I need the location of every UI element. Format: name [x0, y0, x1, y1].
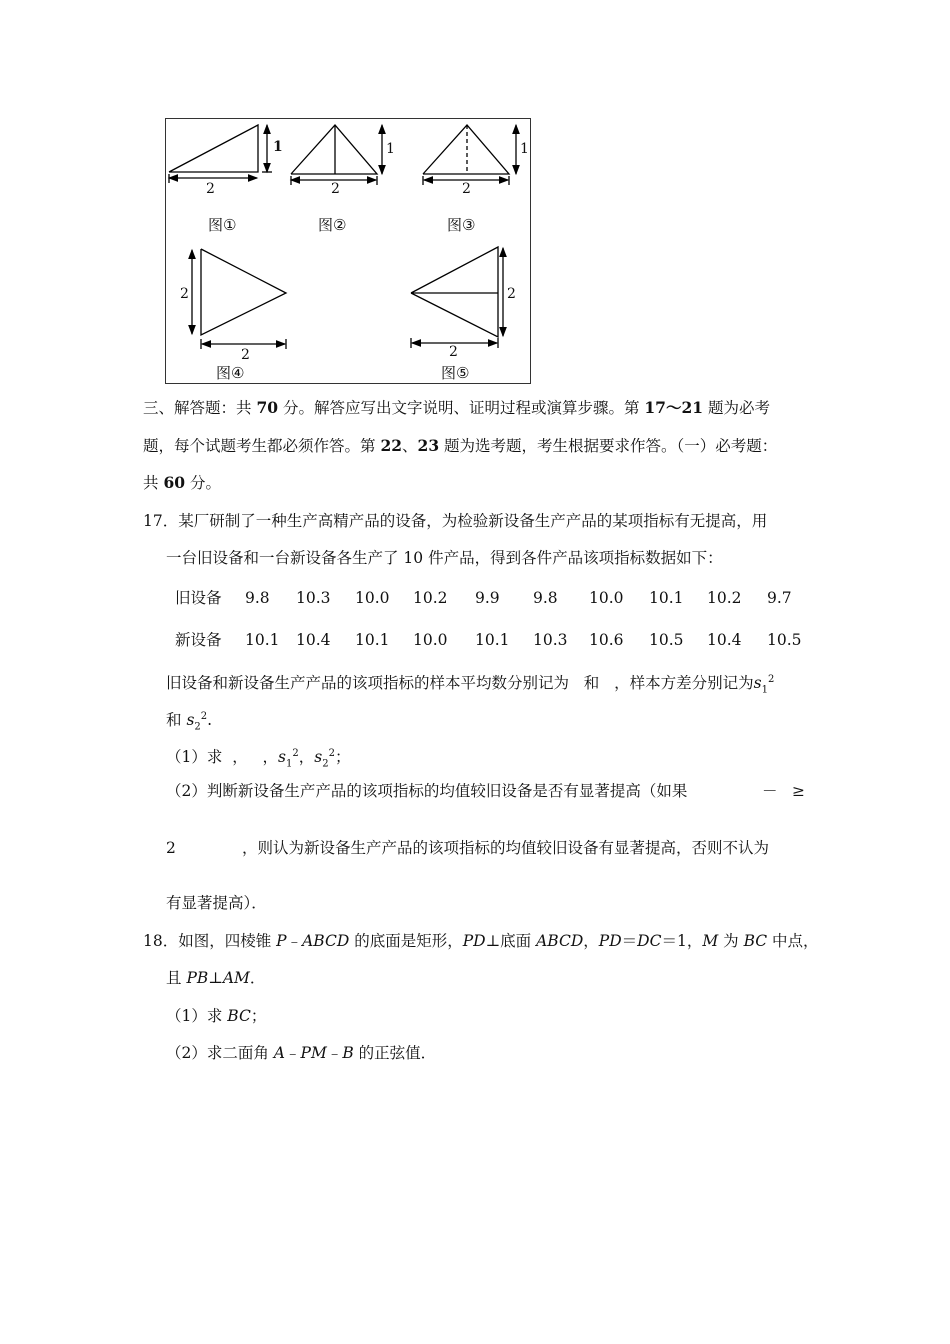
old-value-5: 9.9	[475, 589, 500, 607]
figure-1-drawing	[169, 125, 272, 183]
section3-line3: 共 60 分。	[143, 473, 221, 492]
q18-part2: （2）求二面角 A﹣PM﹣B 的正弦值．	[166, 1044, 437, 1062]
fig5-height-label: 2	[507, 286, 516, 302]
old-value-1: 9.8	[245, 589, 270, 607]
old-value-7: 10.0	[589, 589, 624, 607]
fig5-caption: 图⑤	[441, 364, 470, 382]
old-device-label: 旧设备	[175, 589, 222, 607]
three-view-figure	[165, 118, 531, 384]
figure-2-drawing	[291, 125, 382, 185]
q17-part2-line3: 有显著提高）．	[166, 894, 267, 912]
q17-line1: 17．某厂研制了一种生产高精产品的设备，为检验新设备生产产品的某项指标有无提高，用	[143, 512, 768, 530]
figure-4-drawing	[192, 249, 286, 349]
q17-geq-sign: ≥	[792, 782, 805, 800]
new-value-7: 10.6	[589, 631, 624, 649]
q17-line4: 和 $s_2^2$.	[166, 711, 213, 733]
fig3-width-label: 2	[462, 181, 471, 197]
fig3-caption: 图③	[447, 216, 476, 234]
section3-line1: 三、解答题：共 70 分。解答应写出文字说明、证明过程或演算步骤。第 17～21 题为必考	[143, 398, 770, 417]
section3-line2: 题，每个试题考生都必须作答。第 22、23 题为选考题，考生根据要求作答。（一）必考题：	[143, 436, 778, 455]
q18-part1: （1）求 BC；	[166, 1007, 267, 1025]
q17-line3: 旧设备和新设备生产产品的该项指标的样本平均数分别记为 和 ，样本方差分别记为$s_1^2$	[166, 674, 775, 696]
q17-part2-line2: ，则认为新设备生产产品的该项指标的均值较旧设备有显著提高，否则不认为	[242, 839, 770, 857]
new-value-6: 10.3	[533, 631, 568, 649]
old-value-6: 9.8	[533, 589, 558, 607]
new-value-5: 10.1	[475, 631, 510, 649]
figure-3-drawing	[423, 125, 516, 185]
old-value-4: 10.2	[413, 589, 448, 607]
fig5-width-label: 2	[449, 344, 458, 360]
q18-line2: 且 PB⊥AM．	[166, 969, 266, 987]
q17-part2-two: 2	[166, 839, 176, 857]
old-value-9: 10.2	[707, 589, 742, 607]
fig1-height-label: 1	[273, 139, 283, 155]
new-value-3: 10.1	[355, 631, 390, 649]
new-value-2: 10.4	[296, 631, 331, 649]
fig1-width-label: 2	[206, 181, 215, 197]
new-value-1: 10.1	[245, 631, 280, 649]
fig2-width-label: 2	[331, 181, 340, 197]
new-device-label: 新设备	[175, 631, 222, 649]
old-value-10: 9.7	[767, 589, 792, 607]
q17-line2: 一台旧设备和一台新设备各生产了 10 件产品，得到各件产品该项指标数据如下：	[166, 549, 723, 567]
fig1-caption: 图①	[208, 216, 237, 234]
q17-part1: （1）求 ， ，$s_1^2$，$s_2^2$；	[166, 748, 351, 770]
figure-5-drawing	[411, 247, 503, 348]
fig4-caption: 图④	[216, 364, 245, 382]
new-value-8: 10.5	[649, 631, 684, 649]
old-value-2: 10.3	[296, 589, 331, 607]
new-value-4: 10.0	[413, 631, 448, 649]
q17-part2-line1: （2）判断新设备生产产品的该项指标的均值较旧设备是否有显著提高（如果	[166, 782, 688, 800]
q17-minus-sign: －	[762, 782, 778, 800]
fig4-height-label: 2	[180, 286, 189, 302]
fig4-width-label: 2	[241, 347, 250, 363]
q18-line1: 18．如图，四棱锥 P﹣ABCD 的底面是矩形，PD⊥底面 ABCD，PD＝DC＝1，M 为 BC 中点，	[143, 932, 819, 950]
new-value-9: 10.4	[707, 631, 742, 649]
old-value-3: 10.0	[355, 589, 390, 607]
figure-drawings	[166, 119, 532, 385]
new-value-10: 10.5	[767, 631, 802, 649]
fig2-caption: 图②	[318, 216, 347, 234]
fig2-height-label: 1	[386, 141, 395, 157]
fig3-height-label: 1	[520, 141, 529, 157]
old-value-8: 10.1	[649, 589, 684, 607]
